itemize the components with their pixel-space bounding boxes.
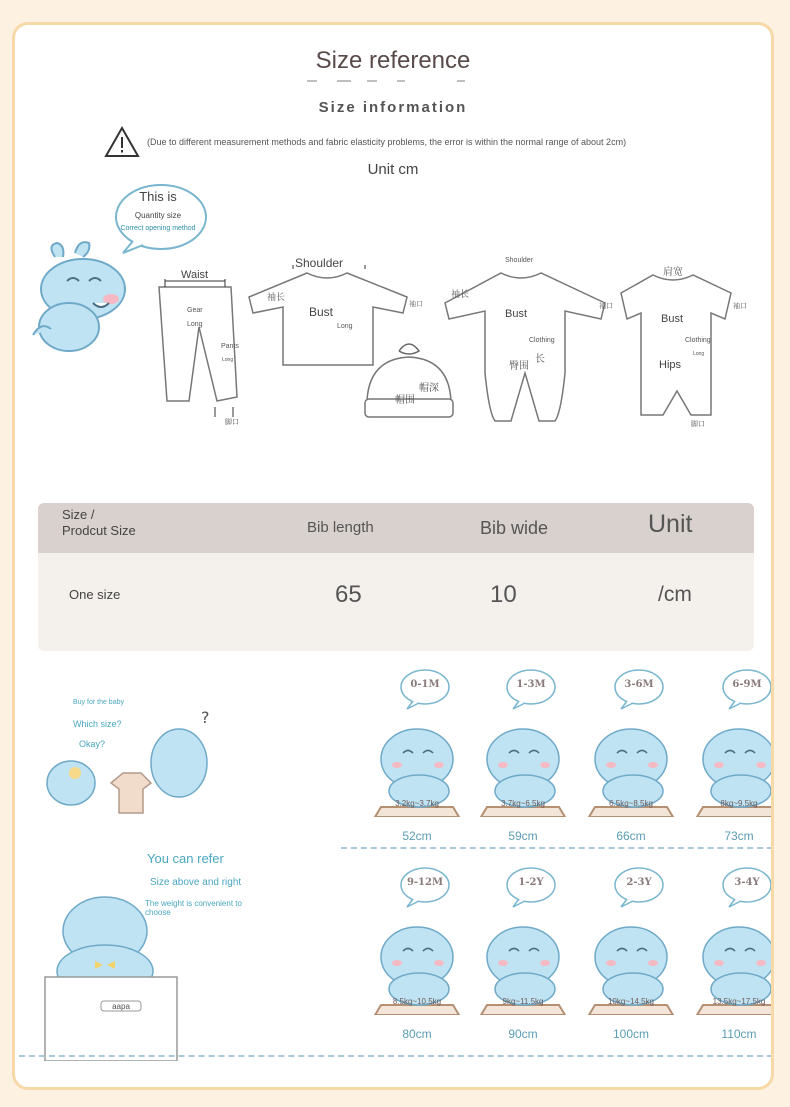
- short-romper-bust-label: Bust: [661, 313, 684, 325]
- measurement-notice: (Due to different measurement methods and fabric elasticity problems, the error is within the normal range of about 2cm): [147, 137, 627, 147]
- short-romper-long-label: Long: [693, 351, 705, 357]
- weight-label: 8kg~9.5kg: [720, 799, 758, 808]
- scale-brand-label: aapa: [112, 1002, 130, 1011]
- romper-clothing-label: Clothing: [529, 337, 555, 344]
- romper-cuff-label: 袖口: [599, 303, 613, 310]
- weight-label: 3.2kg~3.7kg: [395, 799, 439, 808]
- pants-pants-label: Pants: [221, 343, 239, 350]
- size-card: [367, 865, 467, 1055]
- romper-sleeve-label: 袖长: [451, 289, 470, 299]
- size-card: [689, 667, 774, 857]
- size-card: [581, 667, 681, 857]
- page-title: Size reference: [315, 47, 471, 74]
- pants-waist-label: Waist: [181, 269, 209, 281]
- weight-label: 8.5kg~10.5kg: [392, 997, 442, 1006]
- refer-line-3: The weight is convenient to choose: [145, 899, 242, 917]
- age-label: 3-4Y: [734, 877, 760, 888]
- mascots-choosing-illustration: [31, 703, 211, 823]
- height-label: 52cm: [402, 829, 432, 843]
- weight-label: 13.5kg~17.5kg: [712, 997, 766, 1006]
- warning-icon: [103, 125, 141, 159]
- short-romper-foot-label: 脚口: [691, 421, 705, 428]
- height-label: 90cm: [508, 1027, 538, 1041]
- pants-foot-label: 脚口: [225, 419, 239, 426]
- divider-bottom: [19, 1055, 773, 1057]
- pants-gear-label: Gear: [187, 307, 203, 314]
- table-row: [38, 553, 754, 651]
- age-label: 0-1M: [410, 679, 440, 690]
- promo-line-2: Which size?: [73, 719, 122, 729]
- top-cuff-label: 袖口: [409, 301, 423, 308]
- short-romper-hips-label: Hips: [659, 359, 682, 371]
- romper-bust-label: Bust: [505, 308, 528, 320]
- top-long-label: Long: [337, 323, 353, 330]
- top-shoulder-label: Shoulder: [295, 256, 344, 270]
- height-label: 73cm: [724, 829, 754, 843]
- promo-line-1: Buy for the baby: [73, 699, 124, 706]
- svg-text:?: ?: [201, 708, 210, 727]
- page-frame: [12, 22, 774, 1090]
- promo-line-3: Okay?: [79, 739, 106, 749]
- pants-long-label: Long: [187, 321, 203, 328]
- size-table-header: [38, 503, 754, 553]
- bubble-line-3: Correct opening method: [120, 225, 196, 232]
- mascot-on-scale-illustration: [29, 881, 189, 1061]
- age-label: 2-3Y: [626, 877, 652, 888]
- size-card: [473, 865, 573, 1055]
- pants-diagram: [145, 277, 255, 427]
- refer-line-1: You can refer: [147, 851, 224, 866]
- size-card: [581, 865, 681, 1055]
- short-romper-clothing-label: Clothing: [685, 337, 711, 344]
- age-label: 3-6M: [624, 679, 654, 690]
- bubble-line-1: This is: [139, 189, 177, 204]
- weight-label: 3.7kg~6.5kg: [501, 799, 545, 808]
- height-label: 110cm: [721, 1027, 757, 1041]
- header-unit: Unit: [648, 510, 693, 538]
- weight-label: 10kg~14.5kg: [607, 997, 655, 1006]
- top-sleeve-label: 袖长: [267, 292, 286, 302]
- title-decoration: [307, 79, 467, 83]
- size-card: [367, 667, 467, 857]
- header-bib-wide: Bib wide: [480, 518, 549, 538]
- page-subtitle: Size information: [318, 99, 468, 116]
- hat-circ-label: 帽围: [395, 395, 415, 406]
- age-label: 9-12M: [406, 877, 444, 888]
- speech-bubble: [113, 183, 211, 255]
- bubble-line-2: Quantity size: [134, 211, 182, 220]
- size-table: [38, 503, 754, 651]
- cell-bib-length: 65: [335, 581, 362, 608]
- weight-label: 6.5kg~8.5kg: [609, 799, 653, 808]
- size-card: [689, 865, 774, 1055]
- romper-length-label: 长: [535, 354, 545, 365]
- height-label: 80cm: [402, 1027, 432, 1041]
- top-bust-label: Bust: [309, 305, 334, 319]
- hat-depth-label: 帽深: [419, 383, 439, 394]
- age-label: 6-9M: [732, 679, 762, 690]
- short-romper-cuff-label: 袖口: [733, 303, 747, 310]
- unit-label: Unit cm: [367, 161, 419, 178]
- cell-size: One size: [69, 587, 121, 602]
- romper-hip-label: 臀围: [509, 361, 529, 372]
- header-bib-length: Bib length: [307, 519, 374, 536]
- mascot-flying-illustration: [27, 237, 137, 357]
- height-label: 59cm: [508, 829, 538, 843]
- height-label: 100cm: [612, 1027, 650, 1041]
- cell-bib-wide: 10: [490, 581, 517, 608]
- cell-unit: /cm: [658, 583, 692, 606]
- header-size: Size / Prodcut Size: [62, 507, 136, 538]
- weight-label: 9kg~11.5kg: [502, 997, 544, 1006]
- short-romper-shoulder-label: 肩宽: [663, 267, 683, 278]
- refer-line-2: Size above and right: [150, 877, 242, 888]
- age-label: 1-3M: [516, 679, 546, 690]
- height-label: 66cm: [616, 829, 646, 843]
- short-romper-diagram: [615, 265, 745, 435]
- pants-long2-label: Long: [222, 357, 234, 363]
- size-card: [473, 667, 573, 857]
- romper-shoulder-label: Shoulder: [505, 257, 534, 264]
- size-grid: [337, 667, 773, 1047]
- age-label: 1-2Y: [518, 877, 544, 888]
